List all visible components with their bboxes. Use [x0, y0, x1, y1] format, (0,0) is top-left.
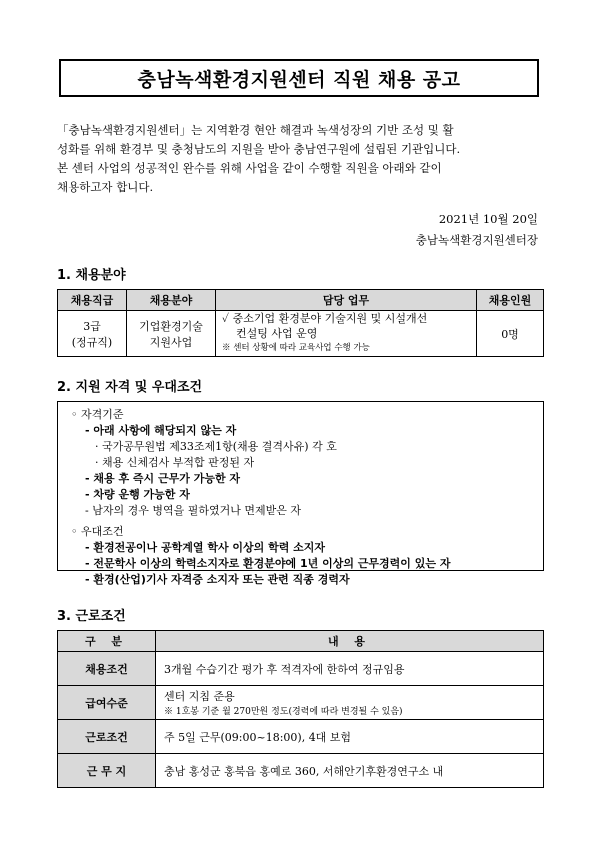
- row-value: 주 5일 근무(09:00~18:00), 4대 보험: [156, 720, 544, 754]
- row-value: [156, 686, 544, 720]
- table-row: [58, 754, 544, 788]
- title-box: [59, 59, 539, 97]
- intro-line-4: 채용하고자 합니다.: [57, 180, 154, 194]
- grade-text: 3급: [83, 319, 101, 333]
- section-1-title: 1. 채용분야: [57, 268, 126, 283]
- pref-item-3: - 환경(산업)기사 자격증 소지자 또는 관련 직종 경력자: [85, 573, 350, 586]
- row-value: 충남 홍성군 홍북읍 홍예로 360, 서해안기후환경연구소 내: [156, 754, 544, 788]
- duty-note: ※ 센터 상황에 따라 교육사업 수행 가능: [222, 343, 370, 353]
- count-cell: 0명: [477, 311, 544, 357]
- qual-item-1: - 아래 사항에 해당되지 않는 자: [85, 424, 237, 437]
- row-label: 근로조건: [58, 720, 156, 754]
- grade-cell: [58, 311, 127, 357]
- field-text-2: 지원사업: [149, 335, 193, 349]
- section-2-title: 2. 지원 자격 및 우대조건: [57, 380, 203, 395]
- duty-cell: [216, 311, 477, 357]
- qual-item-1b: · 채용 신체검사 부적합 판정된 자: [95, 456, 255, 469]
- signer: 충남녹색환경지원센터장: [415, 233, 538, 247]
- duty-line-2: 컨설팅 사업 운영: [236, 327, 318, 340]
- grade-type: (정규직): [71, 335, 113, 349]
- intro-line-2: 성화를 위해 환경부 및 충청남도의 지원을 받아 충남연구원에 설립된 기관입니다.: [57, 142, 461, 156]
- table-row: [58, 686, 544, 720]
- table-row: [58, 720, 544, 754]
- header-grade: 채용직급: [58, 290, 127, 311]
- row-label: 근 무 지: [58, 754, 156, 788]
- header-content: 내 용: [156, 631, 544, 652]
- header-count: 채용인원: [477, 290, 544, 311]
- row-label: 채용조건: [58, 652, 156, 686]
- field-cell: [127, 311, 216, 357]
- table-row: [58, 652, 544, 686]
- pref-item-2: - 전문학사 이상의 학력소지자로 환경분야에 1년 이상의 근무경력이 있는 자: [85, 557, 451, 570]
- pref-item-1: - 환경전공이나 공학계열 학사 이상의 학력 소지자: [85, 541, 326, 554]
- qual-item-1a: · 국가공무원법 제33조제1항(채용 결격사유) 각 호: [95, 440, 337, 453]
- working-conditions-table: [57, 630, 544, 788]
- duty-line-1: ✓ 중소기업 환경분야 기술지원 및 시설개선: [222, 312, 428, 325]
- announcement-date: 2021년 10월 20일: [438, 212, 538, 226]
- salary-note: ※ 1호봉 기준 월 270만원 정도(경력에 따라 변경될 수 있음): [164, 707, 403, 717]
- row-value: 3개월 수습기간 평가 후 적격자에 한하여 정규임용: [156, 652, 544, 686]
- qualification-heading: ◦ 자격기준: [71, 408, 124, 421]
- header-category: 구 분: [58, 631, 156, 652]
- salary-text: 센터 지침 준용: [164, 690, 235, 703]
- qual-item-3: - 차량 운행 가능한 자: [85, 488, 190, 501]
- header-duty: 담당 업무: [216, 290, 477, 311]
- intro-line-3: 본 센터 사업의 성공적인 완수를 위해 사업을 같이 수행할 직원을 아래와 같이: [57, 161, 442, 175]
- header-field: 채용분야: [127, 290, 216, 311]
- page-title: 충남녹색환경지원센터 직원 채용 공고: [137, 68, 461, 91]
- recruitment-table: [57, 289, 544, 357]
- qual-item-2: - 채용 후 즉시 근무가 가능한 자: [85, 472, 241, 485]
- table-row: [58, 311, 544, 357]
- row-label: 급여수준: [58, 686, 156, 720]
- intro-line-1: 「충남녹색환경지원센터」는 지역환경 현안 해결과 녹색성장의 기반 조성 및 활: [57, 123, 454, 137]
- section-3-title: 3. 근로조건: [57, 609, 126, 624]
- field-text: 기업환경기술: [139, 319, 203, 333]
- qualification-box: [57, 401, 544, 586]
- preference-heading: ◦ 우대조건: [71, 525, 124, 538]
- qual-item-4: - 남자의 경우 병역을 필하였거나 면제받은 자: [85, 504, 301, 517]
